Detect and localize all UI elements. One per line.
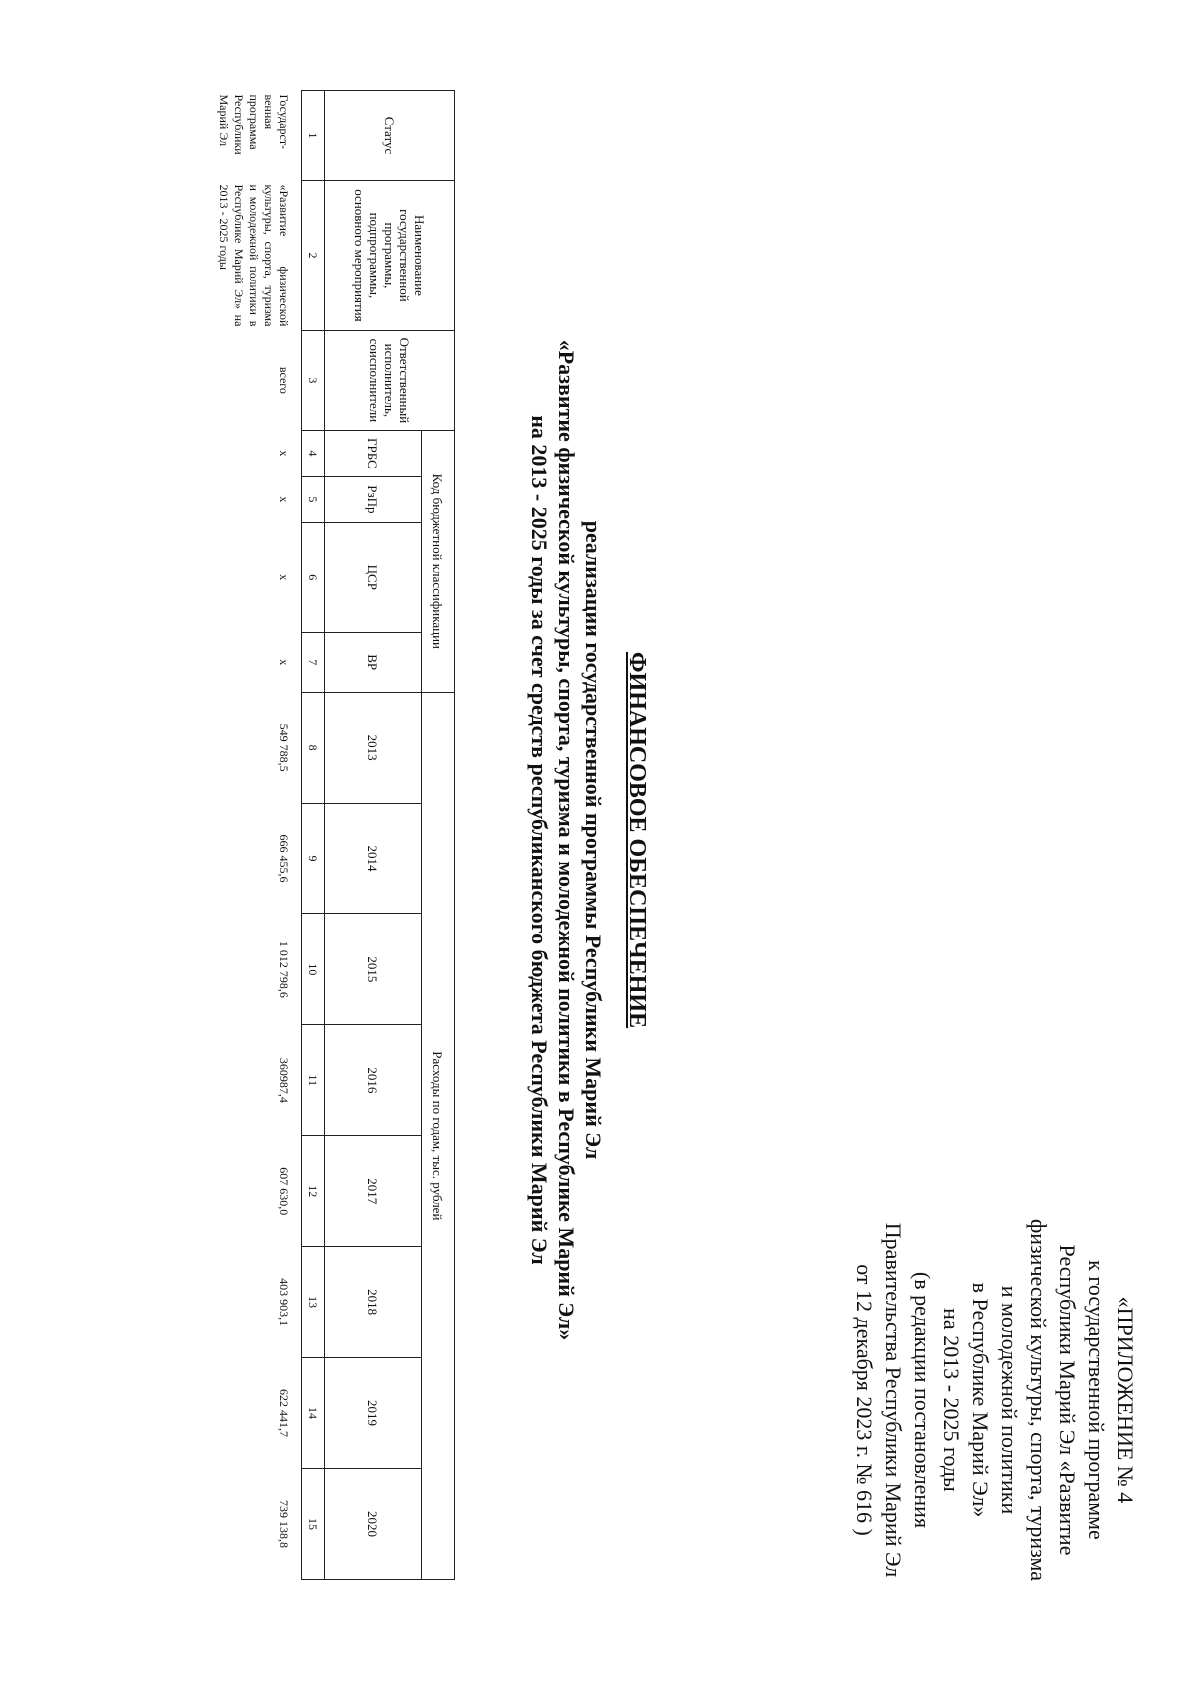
header-name: Наименование государственной программы, подпрограммы, основного мероприятия	[325, 180, 455, 330]
cell-value: 403 903,1	[277, 1278, 291, 1327]
sub-title-line: реализации государственной программы Республики Марий Эл	[581, 520, 606, 1160]
document-title-block	[526, 60, 650, 1620]
header-year: 2019	[325, 1358, 422, 1469]
header-vr: ВР	[325, 632, 422, 692]
appendix-line: и молодежной политики	[997, 1285, 1022, 1515]
table-row	[168, 91, 302, 1580]
cell-value: 607 630,0	[277, 1167, 291, 1216]
cell-grbs: x	[277, 450, 291, 457]
appendix-line: к государственной программе	[1084, 1260, 1109, 1540]
column-number: 4	[302, 430, 325, 476]
cell-value: 739 138,8	[277, 1499, 291, 1548]
header-budget-code: Код бюджетной классификации	[422, 430, 455, 692]
header-rzpr: РзПр	[325, 476, 422, 522]
column-number: 11	[302, 1025, 325, 1136]
header-year: 2020	[325, 1468, 422, 1579]
cell-vr: x	[277, 659, 291, 666]
header-year: 2015	[325, 914, 422, 1025]
cell-value: 1 012 798,6	[277, 940, 291, 998]
appendix-line: физической культуры, спорта, туризма	[1026, 1218, 1051, 1582]
column-number: 10	[302, 914, 325, 1025]
cell-value: 666 455,6	[277, 834, 291, 883]
cell-value: 622 441,7	[277, 1389, 291, 1438]
header-csr: ЦСР	[325, 522, 422, 632]
main-title: ФИНАНСОВОЕ ОБЕСПЕЧЕНИЕ	[624, 651, 650, 1029]
cell-name: «Развитие физической культуры, спорта, туризма и молодежной политики в Республике Марий Эл» на 2013 - 2025 годы	[217, 184, 291, 327]
column-number: 8	[302, 692, 325, 803]
table-header-row	[422, 91, 455, 1580]
header-grbs: ГРБС	[325, 430, 422, 476]
cell-executor: всего	[277, 366, 291, 394]
sub-title-line: на 2013 - 2025 годы за счет средств республиканского бюджета Республики Марий Эл	[527, 415, 552, 1265]
financing-table	[168, 90, 455, 1580]
column-number: 9	[302, 803, 325, 914]
column-number: 15	[302, 1468, 325, 1579]
appendix-line: (в редакции постановления	[910, 1271, 935, 1529]
appendix-line: Правительства Республики Марий Эл	[881, 1222, 906, 1578]
header-year: 2014	[325, 803, 422, 914]
appendix-line: «ПРИЛОЖЕНИЕ № 4	[1113, 1296, 1138, 1504]
column-number: 5	[302, 476, 325, 522]
header-expenses: Расходы по годам, тыс. рублей	[422, 692, 455, 1579]
header-status: Статус	[325, 91, 455, 181]
column-number: 7	[302, 632, 325, 692]
appendix-line: на 2013 - 2025 годы	[939, 1308, 964, 1492]
column-number: 1	[302, 91, 325, 181]
column-number: 3	[302, 330, 325, 430]
cell-value: 549 788,5	[277, 723, 291, 772]
rotated-landscape-page	[60, 60, 1150, 1620]
cell-value: 360987,4	[277, 1057, 291, 1103]
header-year: 2018	[325, 1247, 422, 1358]
header-year: 2017	[325, 1136, 422, 1247]
cell-csr: x	[277, 574, 291, 581]
appendix-block	[850, 1190, 1140, 1610]
column-number: 13	[302, 1247, 325, 1358]
column-number-row	[302, 91, 325, 1580]
sub-title-line: «Развитие физической культуры, спорта, туризма и молодежной политики в Республике Марий Эл»	[554, 339, 579, 1341]
header-year: 2013	[325, 692, 422, 803]
cell-status: Государст-венная программа Республики Марий Эл	[217, 94, 291, 155]
appendix-line: Республики Марий Эл «Развитие	[1055, 1244, 1080, 1556]
appendix-line: в Республике Марий Эл»	[968, 1282, 993, 1518]
appendix-line: от 12 декабря 2023 г. № 616 )	[852, 1264, 877, 1536]
column-number: 6	[302, 522, 325, 632]
column-number: 2	[302, 180, 325, 330]
cell-rzpr: x	[277, 496, 291, 503]
header-executor: Ответственный исполнитель, соисполнители	[325, 330, 455, 430]
column-number: 14	[302, 1358, 325, 1469]
header-year: 2016	[325, 1025, 422, 1136]
column-number: 12	[302, 1136, 325, 1247]
